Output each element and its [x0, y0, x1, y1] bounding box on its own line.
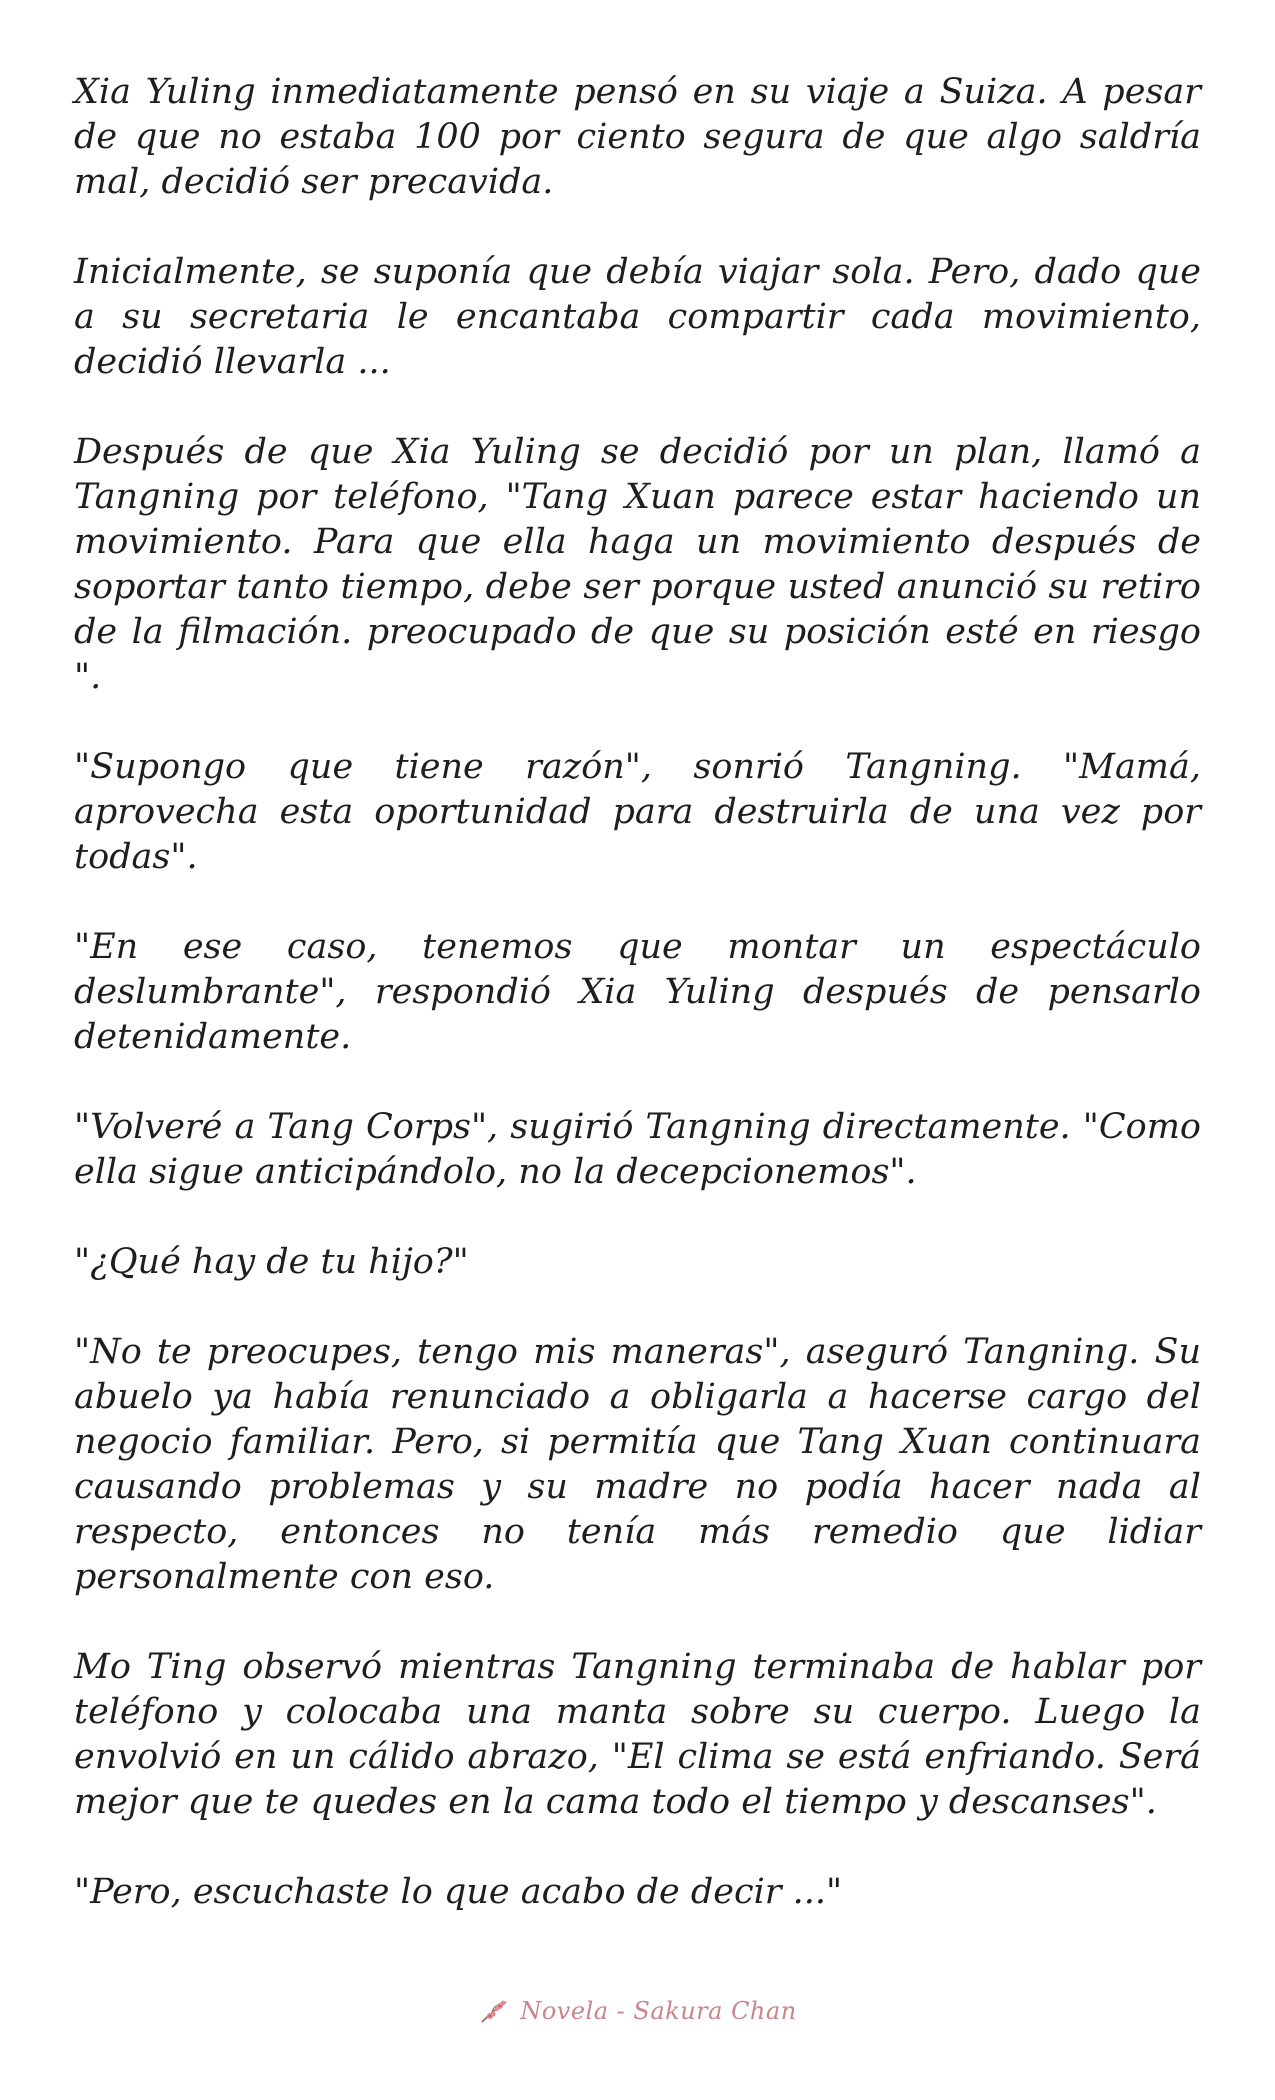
paragraph: "Supongo que tiene razón", sonrió Tangning. "Mamá, aprovecha esta oportunidad para destruirla de una vez por todas". [74, 747, 1201, 877]
story-text [74, 70, 1201, 1915]
paragraph: Inicialmente, se suponía que debía viajar sola. Pero, dado que a su secretaria le encantaba compartir cada movimiento, decidió llevarla ... [74, 252, 1201, 382]
paragraph: "Volveré a Tang Corps", sugirió Tangning directamente. "Como ella sigue anticipándolo, no la decepcionemos". [74, 1107, 1201, 1192]
watermark [0, 1986, 1275, 2036]
paragraph: Mo Ting observó mientras Tangning terminaba de hablar por teléfono y colocaba una manta sobre su cuerpo. Luego la envolvió en un cálido abrazo, "El clima se está enfriando. Será mejor que te quedes en la cama todo el tiempo y descanses". [74, 1647, 1201, 1822]
sakura-blossom-icon [478, 1996, 512, 2026]
paragraph: "En ese caso, tenemos que montar un espectáculo deslumbrante", respondió Xia Yuling después de pensarlo detenidamente. [74, 927, 1201, 1057]
paragraph: "No te preocupes, tengo mis maneras", aseguró Tangning. Su abuelo ya había renunciado a obligarla a hacerse cargo del negocio familiar. Pero, si permitía que Tang Xuan continuara causando problemas y su madre no podía hacer nada al respecto, entonces no tenía más remedio que lidiar personalmente con eso. [74, 1332, 1201, 1597]
watermark-text: Novela - Sakura Chan [520, 1997, 797, 2025]
paragraph: "Pero, escuchaste lo que acabo de decir ..." [74, 1872, 843, 1912]
paragraph: Después de que Xia Yuling se decidió por un plan, llamó a Tangning por teléfono, "Tang Xuan parece estar haciendo un movimiento. Para que ella haga un movimiento después de soportar tanto tiempo, debe ser porque usted anunció su retiro de la filmación. preocupado de que su posición esté en riesgo ". [74, 432, 1201, 697]
paragraph: Xia Yuling inmediatamente pensó en su viaje a Suiza. A pesar de que no estaba 100 por ciento segura de que algo saldría mal, decidió ser precavida. [74, 72, 1201, 202]
paragraph: "¿Qué hay de tu hijo?" [74, 1242, 469, 1282]
